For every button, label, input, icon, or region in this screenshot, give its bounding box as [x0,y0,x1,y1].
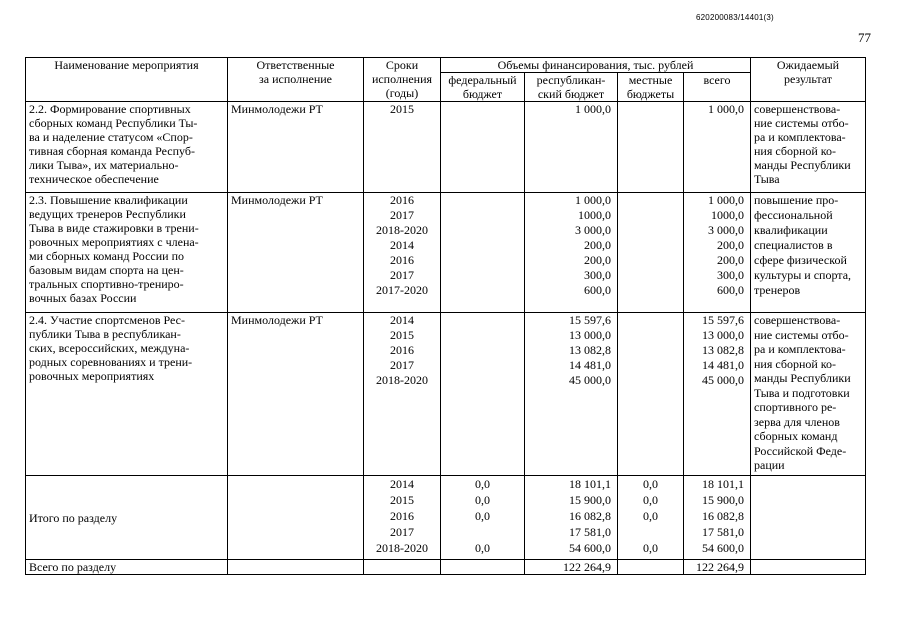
page-number: 77 [858,30,871,45]
row-federal [441,193,525,313]
table-row [26,102,866,193]
grand-total-federal [441,560,525,575]
row-local [618,102,684,193]
row-responsible: Минмолодежи РТ [228,193,364,313]
header-funding-group: Объемы финансирования, тыс. рублей [441,58,751,73]
grand-total-result [751,560,866,575]
header-republic: республикан- ский бюджет [525,73,618,102]
section-total-federal: 0,0 0,0 0,0 0,0 [441,476,525,560]
grand-total-local [618,560,684,575]
header-name: Наименование мероприятия [26,58,228,102]
header-responsible: Ответственные за исполнение [228,58,364,102]
header-result: Ожидаемый результат [751,58,866,102]
row-federal [441,102,525,193]
row-responsible: Минмолодежи РТ [228,313,364,476]
row-local [618,313,684,476]
row-republic: 1 000,0 1000,0 3 000,0 200,0 200,0 300,0 600,0 [525,193,618,313]
row-years: 2014 2015 2016 2017 2018-2020 [364,313,441,476]
row-years: 2015 [364,102,441,193]
header-total: всего [684,73,751,102]
table-row [26,313,866,476]
table-row [26,193,866,313]
grand-total-row [26,560,866,575]
grand-total-responsible [228,560,364,575]
section-total-result [751,476,866,560]
header-federal: федеральный бюджет [441,73,525,102]
funding-table [25,57,866,575]
row-responsible: Минмолодежи РТ [228,102,364,193]
row-total: 15 597,6 13 000,0 13 082,8 14 481,0 45 000,0 [684,313,751,476]
row-total: 1 000,0 1000,0 3 000,0 200,0 200,0 300,0 600,0 [684,193,751,313]
row-name: 2.4. Участие спортсменов Рес- публики Тыва в республикан- ских, всероссийских, междуна- родных соревнованиях и трени- ровочных мероприятиях [26,313,228,476]
row-result: совершенствова- ние системы отбо- ра и комплектова- ния сборной ко- манды Республики Тыва [751,102,866,193]
row-name: 2.3. Повышение квалификации ведущих тренеров Республики Тыва в виде стажировки в трени- ровочных мероприятиях с члена- ми сборных команд России по базовым видам спорта на цен- тральных спортивно-трениро- вочных базах России [26,193,228,313]
row-republic: 1 000,0 [525,102,618,193]
row-result: повышение про- фессиональной квалификации специалистов в сфере физической культуры и спорта, тренеров [751,193,866,313]
grand-total-republic: 122 264,9 [525,560,618,575]
section-total-years: 2014 2015 2016 2017 2018-2020 [364,476,441,560]
row-name: 2.2. Формирование спортивных сборных команд Республики Ты- ва и наделение статусом «Спор- тивная сборная команда Респуб- лики Тыва», их материально- техническое обеспечение [26,102,228,193]
row-result: совершенствова- ние системы отбо- ра и комплектова- ния сборной ко- манды Республики Тыва и подготовки спортивного ре- зерва для членов сборных команд Российской Феде- рации [751,313,866,476]
grand-total-total: 122 264,9 [684,560,751,575]
section-total-label: Итого по разделу [26,476,228,560]
section-total-total: 18 101,1 15 900,0 16 082,8 17 581,0 54 600,0 [684,476,751,560]
grand-total-years [364,560,441,575]
section-total-republic: 18 101,1 15 900,0 16 082,8 17 581,0 54 600,0 [525,476,618,560]
row-republic: 15 597,6 13 000,0 13 082,8 14 481,0 45 000,0 [525,313,618,476]
row-local [618,193,684,313]
row-federal [441,313,525,476]
grand-total-label: Всего по разделу [26,560,228,575]
header-local: местные бюджеты [618,73,684,102]
row-total: 1 000,0 [684,102,751,193]
section-total-responsible [228,476,364,560]
document-id: 620200083/14401(3) [696,13,774,22]
section-total-local: 0,0 0,0 0,0 0,0 [618,476,684,560]
header-terms: Сроки исполнения (годы) [364,58,441,102]
row-years: 2016 2017 2018-2020 2014 2016 2017 2017-2020 [364,193,441,313]
section-total-row [26,476,866,560]
